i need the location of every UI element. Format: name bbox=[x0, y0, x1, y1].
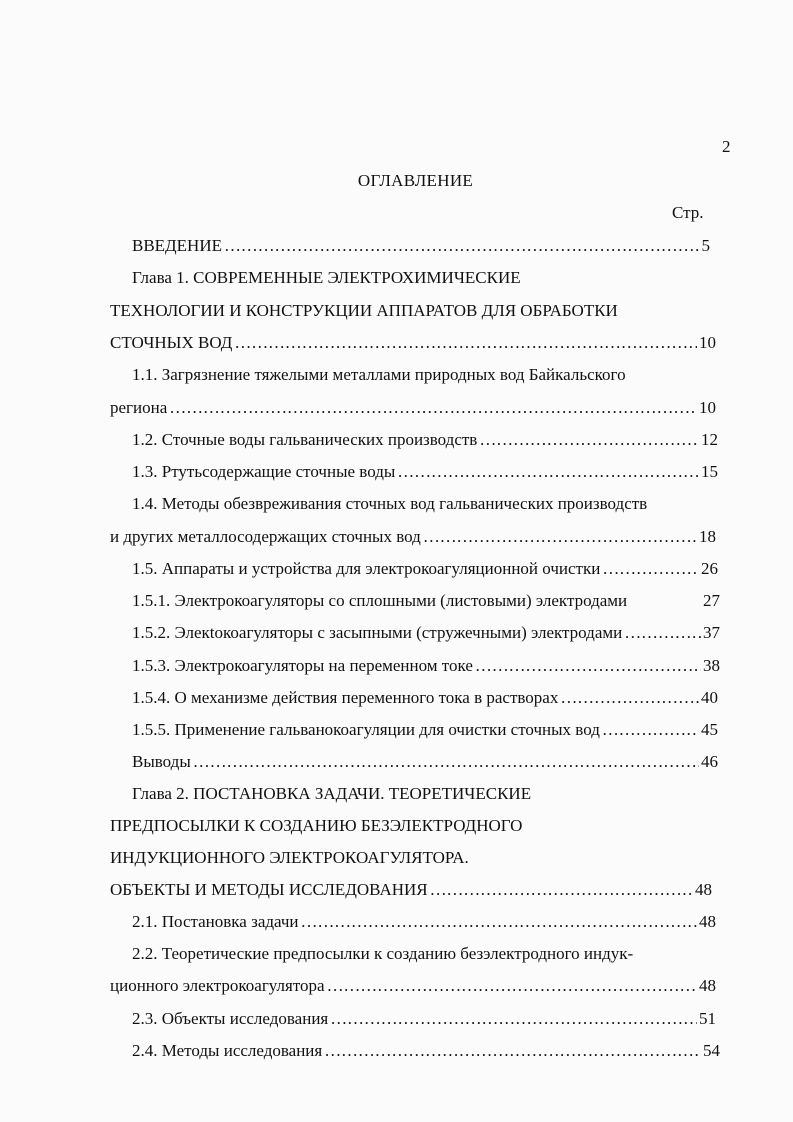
toc-entry-title: и других металлосодержащих сточных вод bbox=[110, 527, 421, 546]
toc-entry-1-5-4 bbox=[132, 688, 718, 708]
dot-leader bbox=[169, 398, 697, 418]
toc-entry-title: 1.3. Ртутьсодержащие сточные воды bbox=[132, 462, 396, 481]
toc-entry-page: 46 bbox=[701, 752, 718, 771]
dot-leader bbox=[624, 623, 701, 643]
toc-entry-1-5 bbox=[132, 559, 718, 579]
toc-entry-page: 5 bbox=[701, 236, 710, 255]
toc-entry-page: 18 bbox=[699, 527, 716, 546]
toc-entry-page: 45 bbox=[701, 720, 718, 739]
toc-entry-1-5-3 bbox=[132, 656, 720, 676]
dot-leader bbox=[327, 976, 697, 996]
toc-chapter-1-line1: Глава 1. СОВРЕМЕННЫЕ ЭЛЕКТРОХИМИЧЕСКИЕ bbox=[132, 268, 521, 287]
toc-entry-title: 1.2. Сточные воды гальванических производств bbox=[132, 430, 478, 449]
dot-leader bbox=[330, 1009, 697, 1029]
toc-entry-title: 1.5.5. Применение гальванокоагуляции для очистки сточных вод bbox=[132, 720, 600, 739]
dot-leader bbox=[479, 430, 699, 450]
toc-entry-2-3 bbox=[132, 1009, 716, 1029]
toc-entry-title: СТОЧНЫХ ВОД bbox=[110, 333, 233, 352]
dot-leader bbox=[324, 1041, 701, 1061]
toc-chapter-2-line3: ИНДУКЦИОННОГО ЭЛЕКТРОКОАГУЛЯТОРА. bbox=[110, 848, 469, 867]
dot-leader bbox=[224, 236, 700, 256]
toc-entry-page: 51 bbox=[699, 1009, 716, 1028]
toc-entry-page: 12 bbox=[701, 430, 718, 449]
toc-entry-page: 10 bbox=[699, 333, 716, 352]
toc-entry-1-4 bbox=[110, 527, 716, 547]
toc-chapter-2-line2: ПРЕДПОСЫЛКИ К СОЗДАНИЮ БЕЗЭЛЕКТРОДНОГО bbox=[110, 816, 523, 835]
toc-entry-page: 40 bbox=[701, 688, 718, 707]
toc-entry-page: 48 bbox=[699, 976, 716, 995]
toc-entry-title: ционного электрокоагулятора bbox=[110, 976, 325, 995]
toc-entry-page: 48 bbox=[695, 880, 712, 899]
page-number: 2 bbox=[722, 137, 731, 156]
toc-entry-title: 2.4. Методы исследования bbox=[132, 1041, 323, 1060]
toc-entry-title: 2.1. Постановка задачи bbox=[132, 912, 299, 931]
toc-entry-title: ОБЪЕКТЫ И МЕТОДЫ ИССЛЕДОВАНИЯ bbox=[110, 880, 428, 899]
toc-entry-page: 37 bbox=[703, 623, 720, 642]
page-column-label: Стр. bbox=[672, 203, 704, 222]
toc-entry-1-5-5 bbox=[132, 720, 718, 740]
toc-entry-1-1 bbox=[110, 398, 716, 418]
dot-leader bbox=[602, 559, 699, 579]
dot-leader bbox=[234, 333, 697, 353]
dot-leader bbox=[430, 880, 693, 900]
toc-chapter-1-line2: ТЕХНОЛОГИИ И КОНСТРУКЦИИ АППАРАТОВ ДЛЯ ОБРАБОТКИ bbox=[110, 301, 618, 320]
toc-entry-title: 2.3. Объекты исследования bbox=[132, 1009, 329, 1028]
toc-entry-2-2-line1: 2.2. Теоретические предпосылки к созданию безэлектродного индук- bbox=[132, 944, 634, 963]
toc-entry-1-2 bbox=[132, 430, 718, 450]
dot-leader bbox=[423, 527, 697, 547]
toc-entry-1-4-line1: 1.4. Методы обезвреживания сточных вод гальванических производств bbox=[132, 494, 648, 513]
toc-entry-page: 38 bbox=[703, 656, 720, 675]
dot-leader bbox=[602, 720, 699, 740]
toc-entry-page: 48 bbox=[699, 912, 716, 931]
toc-entry-1-5-2 bbox=[132, 623, 720, 643]
dot-leader bbox=[560, 688, 699, 708]
toc-entry-chapter-1 bbox=[110, 333, 716, 353]
toc-entry-title: Выводы bbox=[132, 752, 191, 771]
toc-entry-page: 10 bbox=[699, 398, 716, 417]
toc-entry-title: ВВЕДЕНИЕ bbox=[132, 236, 222, 255]
toc-entry-1-1-line1: 1.1. Загрязнение тяжелыми металлами природных вод Байкальского bbox=[132, 365, 626, 384]
toc-entry-page: 54 bbox=[703, 1041, 720, 1060]
dot-leader bbox=[193, 752, 699, 772]
dot-leader bbox=[475, 656, 701, 676]
toc-entry-page: 27 bbox=[703, 591, 720, 610]
toc-entry-title: региона bbox=[110, 398, 168, 417]
toc-entry-title: 1.5. Аппараты и устройства для электрокоагуляционной очистки bbox=[132, 559, 601, 578]
toc-entry-2-1 bbox=[132, 912, 716, 932]
toc-entry-title: 1.5.1. Электрокоагуляторы со сплошными (листовыми) электродами bbox=[132, 591, 628, 610]
toc-entry-2-2 bbox=[110, 976, 716, 996]
toc-entry-title: 1.5.2. Элекtокоагуляторы с засыпными (стружечными) электродами bbox=[132, 623, 623, 642]
page-title: ОГЛАВЛЕНИЕ bbox=[357, 171, 474, 190]
toc-entry-intro bbox=[132, 236, 710, 256]
toc-entry-page: 15 bbox=[701, 462, 718, 481]
toc-entry-conclusions bbox=[132, 752, 718, 772]
dot-leader bbox=[397, 462, 699, 482]
toc-entry-title: 1.5.4. О механизме действия переменного тока в растворах bbox=[132, 688, 559, 707]
toc-entry-1-5-1 bbox=[132, 591, 720, 611]
toc-entry-page: 26 bbox=[701, 559, 718, 578]
dot-leader bbox=[301, 912, 697, 932]
toc-entry-chapter-2 bbox=[110, 880, 712, 900]
toc-entry-title: 1.5.3. Электрокоагуляторы на переменном токе bbox=[132, 656, 473, 675]
toc-entry-2-4 bbox=[132, 1041, 720, 1061]
toc-chapter-2-line1: Глава 2. ПОСТАНОВКА ЗАДАЧИ. ТЕОРЕТИЧЕСКИЕ bbox=[132, 784, 532, 803]
toc-entry-1-3 bbox=[132, 462, 718, 482]
